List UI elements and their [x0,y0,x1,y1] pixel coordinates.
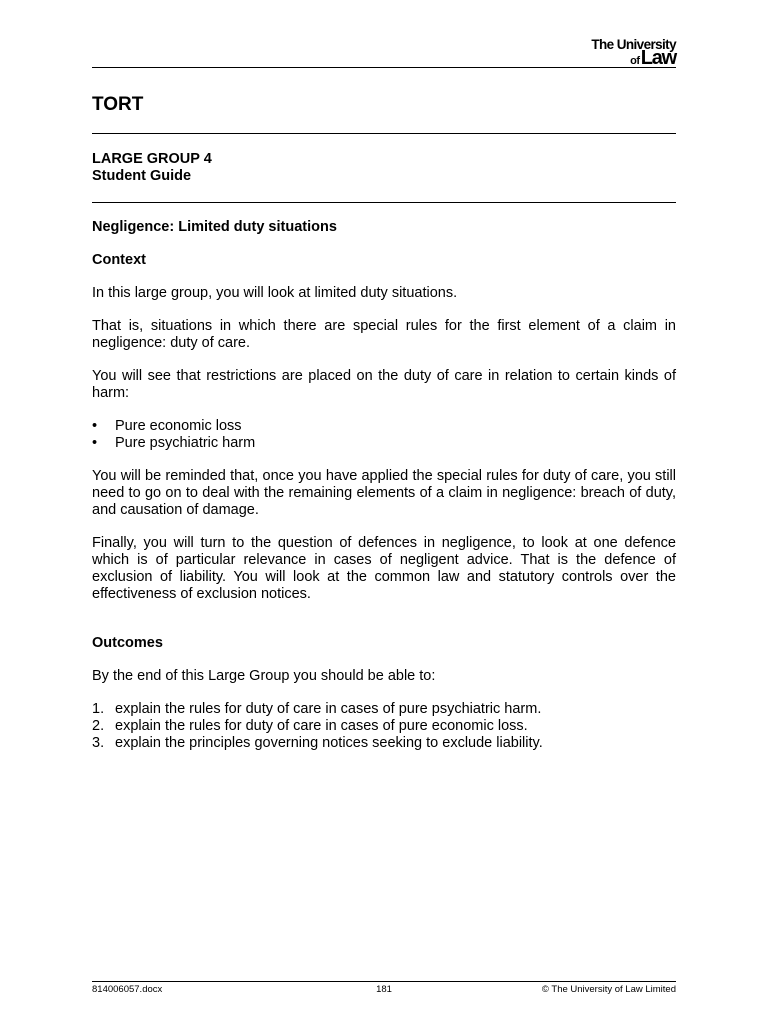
list-item-text: Pure economic loss [115,418,242,434]
logo-line-university: The University [591,37,676,52]
session-name: LARGE GROUP 4 [92,151,212,167]
title-divider [92,133,676,134]
context-paragraph-4: You will be reminded that, once you have applied the special rules for duty of care, you still need to go on to deal with the remaining elements of a claim in negligence: breach of duty, and causation of damage. [92,468,676,518]
outcomes-heading: Outcomes [92,635,163,651]
footer-copyright: © The University of Law Limited [541,984,676,995]
footer-page-number: 181 [376,984,392,995]
list-item [92,735,676,752]
document-page [92,0,676,1024]
context-heading: Context [92,252,146,268]
context-paragraph-1: In this large group, you will look at limited duty situations. [92,285,458,301]
logo-of: of [630,55,640,67]
outcomes-list [92,701,676,752]
harm-types-list [92,418,676,452]
context-paragraph-5: Finally, you will turn to the question of defences in negligence, to look at one defence which is of particular relevance in cases of negligent advice. That is the defence of exclusion of liability. You will look at the common law and statutory controls over the effectiveness of exclusion notices. [92,535,676,602]
page-title: TORT [92,94,144,115]
context-paragraph-3: You will see that restrictions are placed on the duty of care in relation to certain kinds of harm: [92,368,676,401]
list-item [92,718,676,735]
guide-type: Student Guide [92,168,192,184]
bullet-icon: • [92,435,98,451]
list-number: 3. [92,735,105,751]
list-item [92,701,676,718]
footer-divider [92,981,676,982]
topic-heading: Negligence: Limited duty situations [92,219,337,235]
document-body [92,219,676,752]
bullet-icon: • [92,418,98,434]
outcomes-intro: By the end of this Large Group you should be able to: [92,668,436,684]
list-number: 2. [92,718,105,734]
logo-law: Law [640,47,676,69]
list-item-text: explain the rules for duty of care in cases of pure economic loss. [115,718,528,734]
university-of-law-logo [536,38,676,68]
list-item-text: explain the principles governing notices seeking to exclude liability. [115,735,543,751]
subhead-divider [92,202,676,203]
header-divider [92,67,676,68]
list-item-text: explain the rules for duty of care in cases of pure psychiatric harm. [115,701,542,717]
list-item [92,418,676,435]
context-paragraph-2: That is, situations in which there are special rules for the first element of a claim in negligence: duty of care. [92,318,676,351]
list-item-text: Pure psychiatric harm [115,435,256,451]
footer-filename: 814006057.docx [92,984,163,995]
list-number: 1. [92,701,105,717]
list-item [92,435,676,452]
session-subhead [92,151,212,185]
